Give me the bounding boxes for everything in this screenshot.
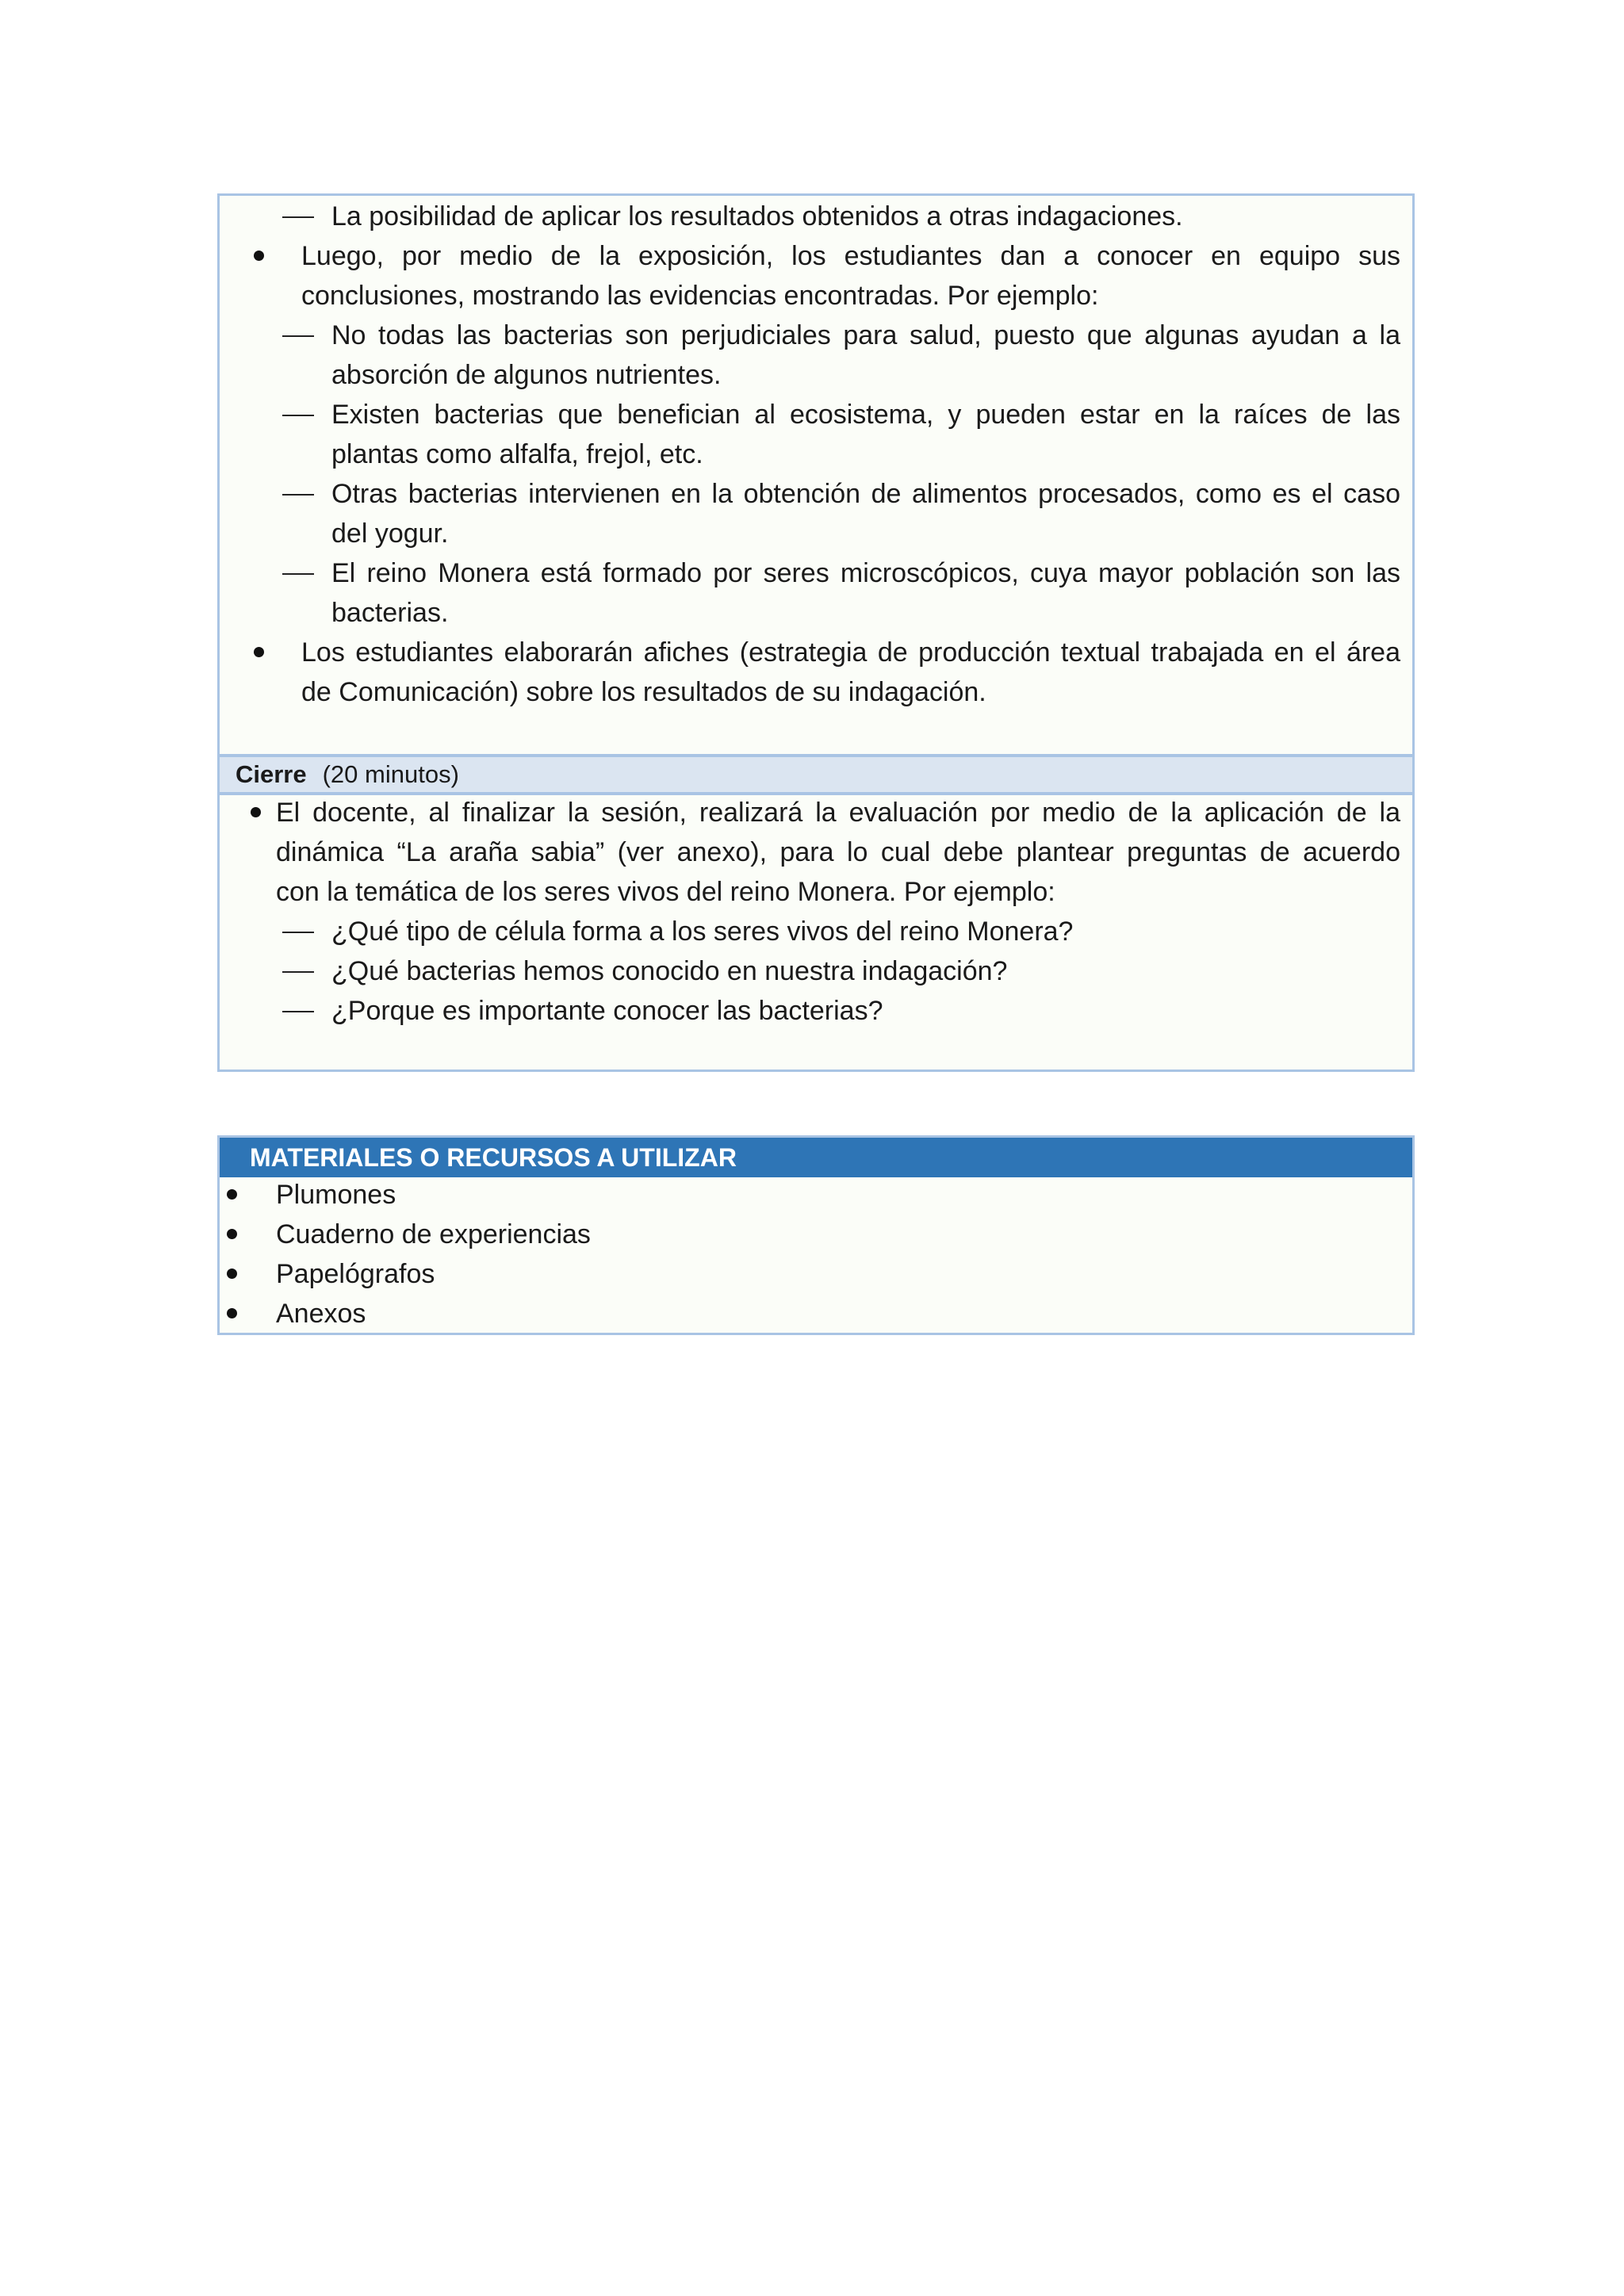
materiales-item: Anexos (276, 1299, 366, 1329)
bullet-marker (227, 1229, 237, 1239)
activity-text-line: del yogur. (331, 519, 449, 549)
dash-marker (282, 494, 314, 496)
dash-marker (282, 1011, 314, 1012)
activity-text-line: de Comunicación) sobre los resultados de su indagación. (301, 677, 986, 707)
bullet-marker (254, 251, 264, 261)
dash-marker (282, 932, 314, 933)
cierre-text-line: dinámica “La araña sabia” (ver anexo), para lo cual debe plantear preguntas de acuerdo (276, 837, 1400, 867)
activity-text-line: absorción de algunos nutrientes. (331, 360, 722, 390)
bullet-marker (227, 1269, 237, 1279)
dash-marker (282, 415, 314, 416)
materiales-item: Papelógrafos (276, 1259, 435, 1289)
materiales-item: Cuaderno de experiencias (276, 1219, 591, 1249)
activity-text-line: conclusiones, mostrando las evidencias encontradas. Por ejemplo: (301, 281, 1099, 311)
bullet-marker (227, 1308, 237, 1318)
cierre-text-line: El docente, al finalizar la sesión, realizará la evaluación por medio de la aplicación de la (276, 798, 1400, 828)
bullet-marker (251, 807, 261, 817)
cierre-question: ¿Porque es importante conocer las bacterias? (331, 996, 883, 1026)
materiales-item: Plumones (276, 1180, 396, 1210)
cierre-title: Cierre (236, 760, 307, 788)
activity-text-line: Existen bacterias que benefician al ecosistema, y pueden estar en la raíces de las (331, 400, 1400, 430)
activity-text-line: La posibilidad de aplicar los resultados obtenidos a otras indagaciones. (331, 201, 1183, 232)
cierre-header (217, 755, 1415, 794)
dash-marker (282, 971, 314, 973)
cierre-duration: (20 minutos) (322, 760, 459, 788)
cierre-text-line: con la temática de los seres vivos del reino Monera. Por ejemplo: (276, 877, 1055, 907)
activity-text-line: Otras bacterias intervienen en la obtención de alimentos procesados, como es el caso (331, 479, 1400, 509)
activity-text-line: bacterias. (331, 598, 449, 628)
dash-marker (282, 335, 314, 337)
materiales-header: MATERIALES O RECURSOS A UTILIZAR (220, 1138, 1412, 1177)
activity-text-line: Luego, por medio de la exposición, los estudiantes dan a conocer en equipo sus (301, 241, 1400, 271)
activity-text-line: El reino Monera está formado por seres microscópicos, cuya mayor población son las (331, 558, 1400, 588)
activity-text-line: Los estudiantes elaborarán afiches (estrategia de producción textual trabajada en el área (301, 637, 1400, 668)
cierre-question: ¿Qué tipo de célula forma a los seres vivos del reino Monera? (331, 916, 1074, 947)
cierre-question: ¿Qué bacterias hemos conocido en nuestra indagación? (331, 956, 1008, 986)
dash-marker (282, 216, 314, 218)
activity-text-line: No todas las bacterias son perjudiciales para salud, puesto que algunas ayudan a la (331, 320, 1400, 350)
dash-marker (282, 573, 314, 575)
bullet-marker (254, 647, 264, 657)
activity-text-line: plantas como alfalfa, frejol, etc. (331, 439, 703, 469)
bullet-marker (227, 1189, 237, 1200)
